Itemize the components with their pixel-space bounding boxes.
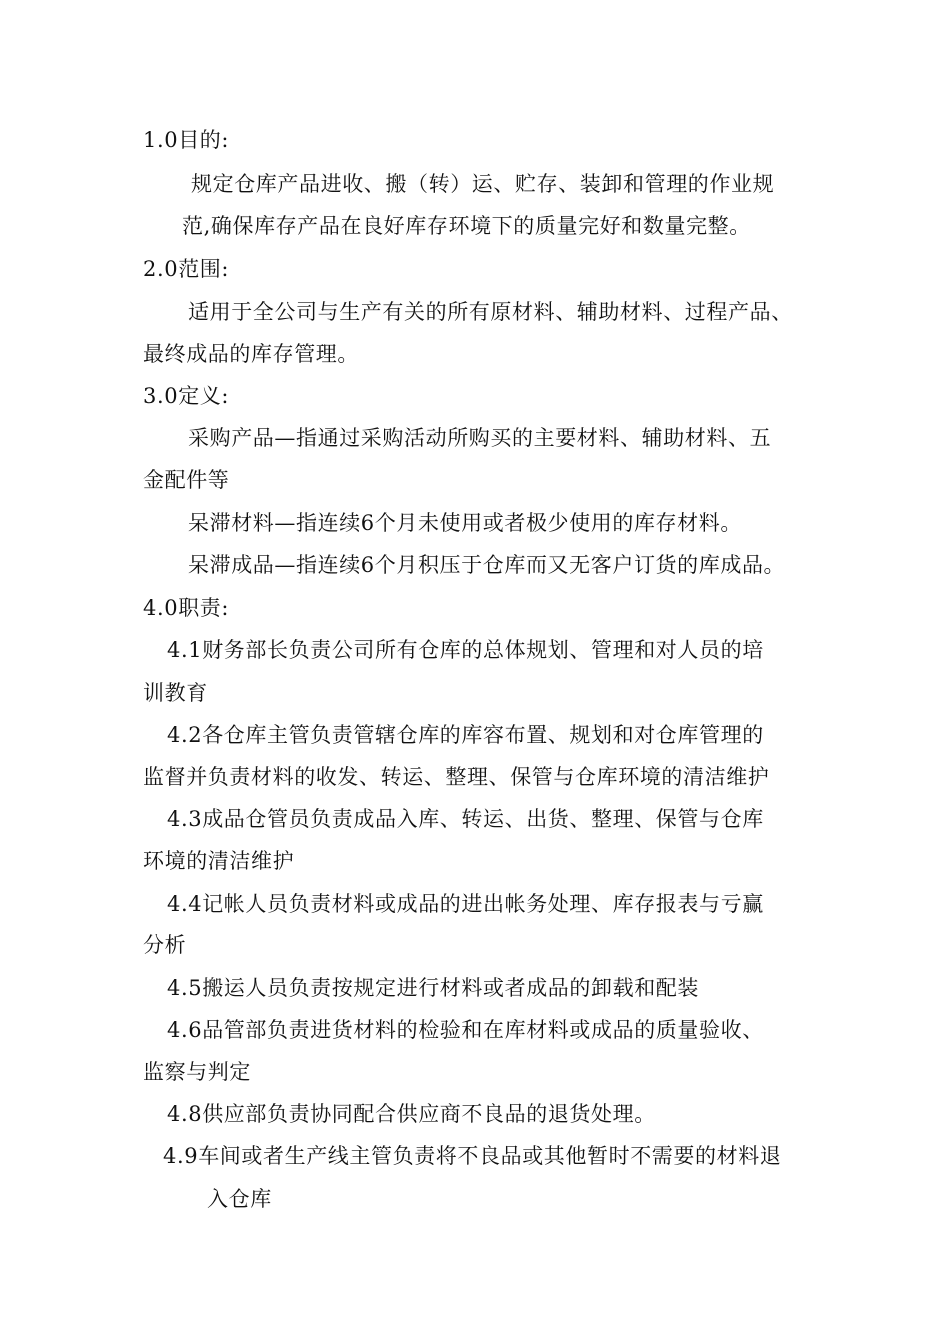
paragraph-line: 范,确保库存产品在良好库存环境下的质量完好和数量完整。 [182,214,751,238]
paragraph-line: 金配件等 [143,468,230,492]
list-item-continuation: 监察与判定 [143,1060,251,1084]
list-item: 4.6品管部负责进货材料的检验和在库材料或成品的质量验收、 [167,1018,764,1042]
section-heading-definitions: 3.0定义: [143,384,230,408]
paragraph-line: 呆滞材料—指连续6个月未使用或者极少使用的库存材料。 [188,511,742,535]
paragraph-line: 采购产品—指通过采购活动所购买的主要材料、辅助材料、五 [188,426,772,450]
list-item-continuation: 监督并负责材料的收发、转运、整理、保管与仓库环境的清洁维护 [143,765,770,789]
paragraph-line: 适用于全公司与生产有关的所有原材料、辅助材料、过程产品、 [188,300,793,324]
list-item: 4.4记帐人员负责材料或成品的进出帐务处理、库存报表与亏赢 [167,892,764,916]
list-item-continuation: 分析 [143,933,187,957]
list-item: 4.3成品仓管员负责成品入库、转运、出货、整理、保管与仓库 [167,807,764,831]
paragraph-line: 规定仓库产品进收、搬（转）运、贮存、装卸和管理的作业规 [191,172,775,196]
section-heading-scope: 2.0范围: [143,257,230,281]
list-item-continuation: 入仓库 [207,1187,272,1211]
list-item: 4.5搬运人员负责按规定进行材料或者成品的卸载和配装 [167,976,699,1000]
section-heading-purpose: 1.0目的: [143,128,230,152]
list-item: 4.2各仓库主管负责管辖仓库的库容布置、规划和对仓库管理的 [167,723,764,747]
list-item: 4.8供应部负责协同配合供应商不良品的退货处理。 [167,1102,656,1126]
list-item-continuation: 训教育 [143,681,208,705]
list-item-continuation: 环境的清洁维护 [143,849,295,873]
paragraph-line: 最终成品的库存管理。 [143,342,359,366]
list-item: 4.1财务部长负责公司所有仓库的总体规划、管理和对人员的培 [167,638,764,662]
section-heading-responsibilities: 4.0职责: [143,596,230,620]
paragraph-line: 呆滞成品—指连续6个月积压于仓库而又无客户订货的库成品。 [188,553,786,577]
list-item: 4.9车间或者生产线主管负责将不良品或其他暂时不需要的材料退 [163,1144,782,1168]
